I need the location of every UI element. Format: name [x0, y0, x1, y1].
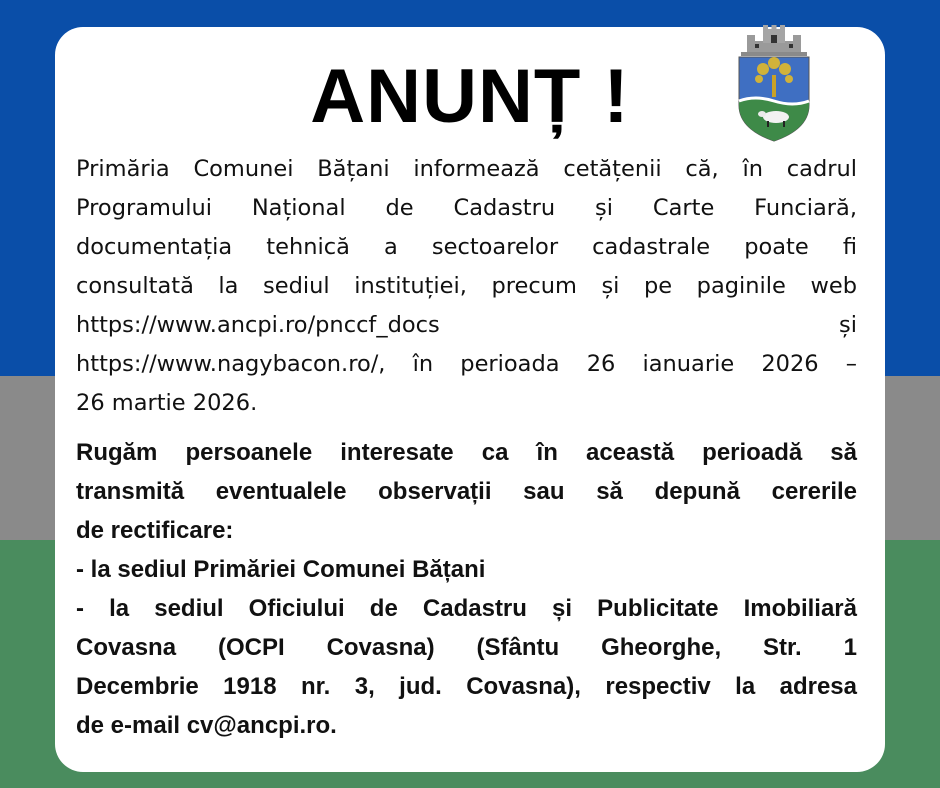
info-line: Programului Național de Cadastru și Carte Funciară, [76, 195, 857, 221]
location-item-primarie: - la sediul Primăriei Comunei Bățani [76, 556, 486, 583]
ancpi-link-line[interactable]: https://www.ancpi.ro/pnccf_docs și [76, 312, 857, 338]
request-line: de rectificare: [76, 517, 234, 544]
announcement-card [55, 27, 885, 772]
announcement-title: ANUNȚ ! [310, 54, 630, 139]
request-line: Covasna (OCPI Covasna) (Sfântu Gheorghe, Str. 1 [76, 634, 857, 661]
info-paragraph [76, 150, 857, 423]
info-line: 26 martie 2026. [76, 390, 258, 416]
email-line[interactable]: de e-mail cv@ancpi.ro. [76, 712, 337, 739]
request-line: Rugăm persoanele interesate ca în această perioadă să [76, 439, 857, 466]
request-paragraph [76, 433, 857, 745]
nagybacon-link-line[interactable]: https://www.nagybacon.ro/, în perioada 26 ianuarie 2026 – [76, 351, 857, 377]
info-line: consultată la sediul instituției, precum și pe paginile web [76, 273, 857, 299]
announcement-body [76, 150, 857, 745]
info-line: documentația tehnică a sectoarelor cadastrale poate fi [76, 234, 857, 260]
request-line: Decembrie 1918 nr. 3, jud. Covasna), respectiv la adresa [76, 673, 857, 700]
coat-of-arms-icon [733, 25, 815, 143]
request-line: transmită eventualele observații sau să depună cererile [76, 478, 857, 505]
info-line: Primăria Comunei Bățani informează cetățenii că, în cadrul [76, 156, 857, 182]
location-item-ocpi: - la sediul Oficiului de Cadastru și Publicitate Imobiliară [76, 595, 857, 622]
